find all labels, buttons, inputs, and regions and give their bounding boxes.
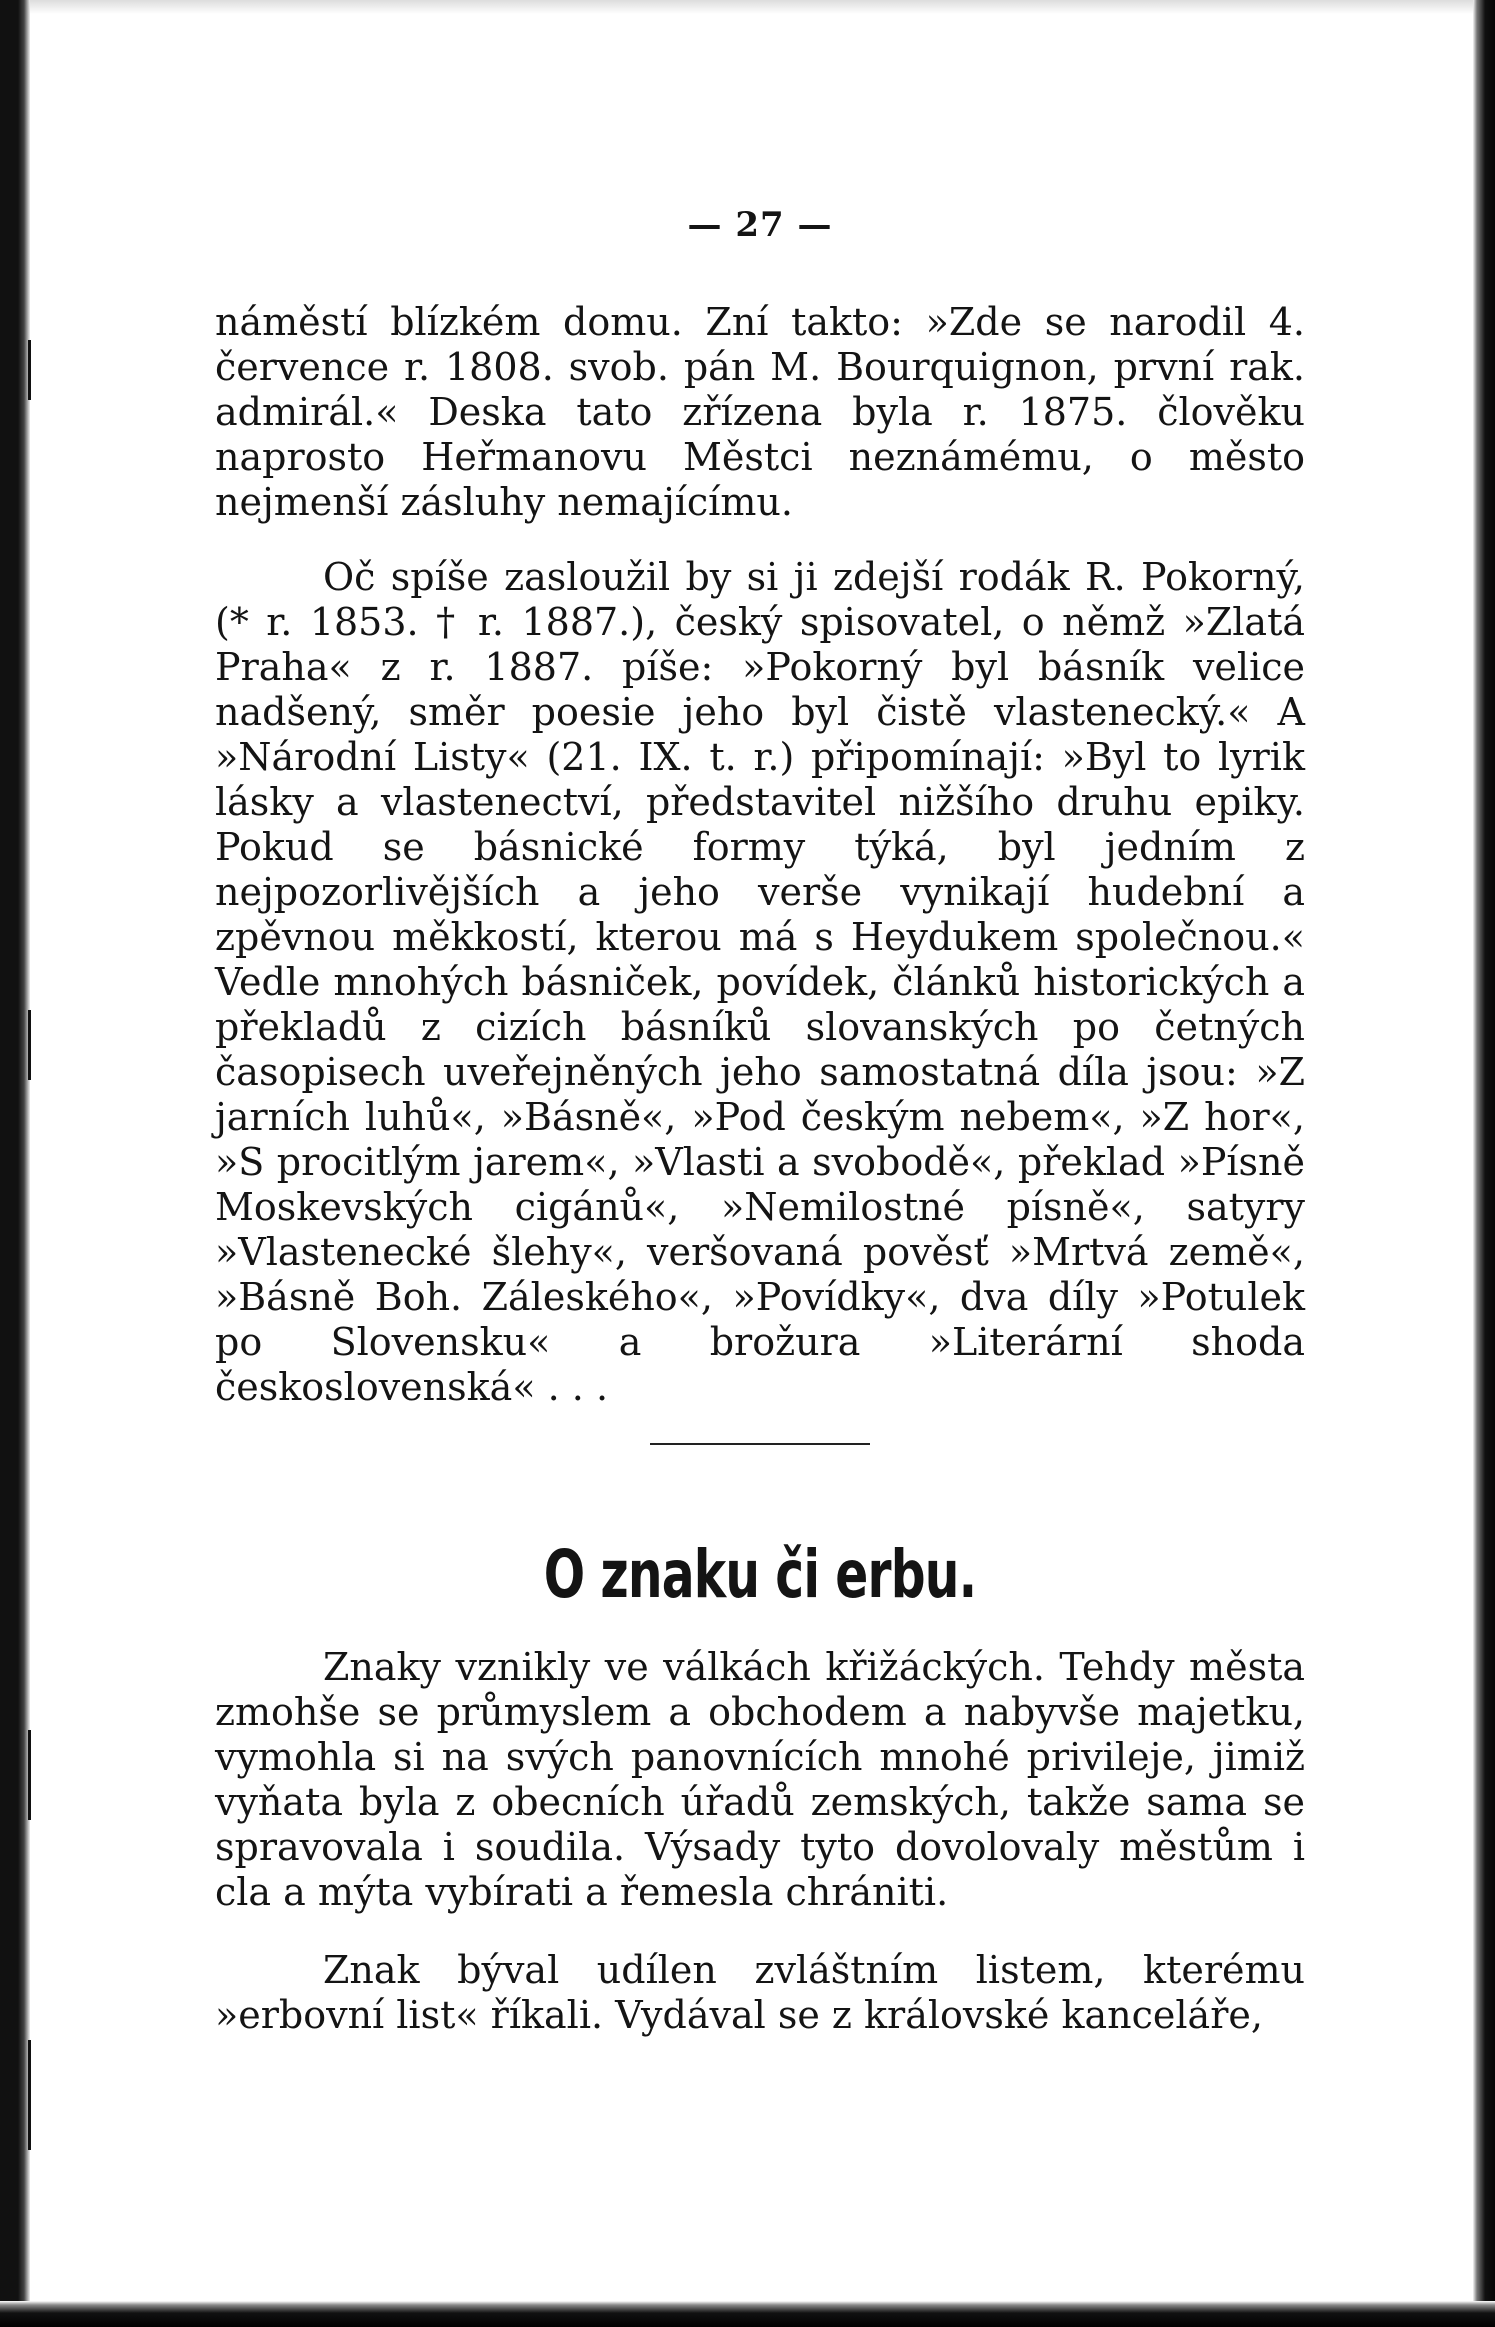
scan-shadow-top (30, 0, 1473, 14)
paragraph-pokorny (215, 555, 1305, 1410)
binding-mark (28, 1010, 31, 1080)
paragraph-continuation (215, 300, 1305, 525)
scan-border-right (1473, 0, 1495, 2327)
binding-mark (28, 2040, 31, 2150)
page-number: — 27 — (687, 205, 833, 245)
binding-mark (28, 340, 31, 400)
scan-border-bottom (0, 2301, 1495, 2327)
scan-border-left (0, 0, 30, 2327)
paragraph-znaky (215, 1645, 1305, 1915)
section-heading: O znaku či erbu. (543, 1536, 977, 1613)
paragraph-text: Znaky vznikly ve válkách křižáckých. Tehdy města zmohše se průmyslem a obchodem a nabyvše majetku, vymohla si na svých panovnících mnohé privileje, jimiž vyňata byla z obecních úřadů zemských, takže sama se spravovala i soudila. Výsady tyto dovolovaly městům i cla a mýta vybírati a řemesla chrániti. (215, 1645, 1305, 1914)
section-divider (650, 1443, 870, 1445)
paragraph-text: Oč spíše zasloužil by si ji zdejší rodák R. Pokorný, (* r. 1853. † r. 1887.), český spisovatel, o němž »Zlatá Praha« z r. 1887. píše: »Pokorný byl básník velice nadšený, směr poesie jeho byl čistě vlastenecký.« A »Národní Listy« (21. IX. t. r.) připomínají: »Byl to lyrik lásky a vlastenectví, představitel nižšího druhu epiky. Pokud se básnické formy týká, byl jedním z nejpozorlivějších a jeho verše vynikají hudební a zpěvnou měkkostí, kterou má s Heydukem společnou.« Vedle mnohých básniček, povídek, článků historických a překladů z cizích básníků slovanských po četných časopisech uveřejněných jeho samostatná díla jsou: »Z jarních luhů«, »Básně«, »Pod českým nebem«, »Z hor«, »S procitlým jarem«, »Vlasti a svobodě«, překlad »Písně Moskevských cigánů«, »Nemilostné písně«, satyry »Vlastenecké šlehy«, veršovaná pověsť »Mrtvá země«, »Básně Boh. Záleského«, »Povídky«, dva díly »Potulek po Slovensku« a brožura »Literární shoda československá« . . . (215, 555, 1305, 1409)
paragraph-znak-udilen (215, 1948, 1305, 2038)
paragraph-text: Znak býval udílen zvláštním listem, kterému »erbovní list« říkali. Vydával se z královské kanceláře, (215, 1948, 1305, 2037)
paragraph-text: náměstí blízkém domu. Zní takto: »Zde se narodil 4. července r. 1808. svob. pán M. Bourquignon, první rak. admirál.« Deska tato zřízena byla r. 1875. člověku naprosto Heřmanovu Městci neznámému, o město nejmenší zásluhy nemajícímu. (215, 300, 1305, 524)
binding-mark (28, 1730, 31, 1820)
